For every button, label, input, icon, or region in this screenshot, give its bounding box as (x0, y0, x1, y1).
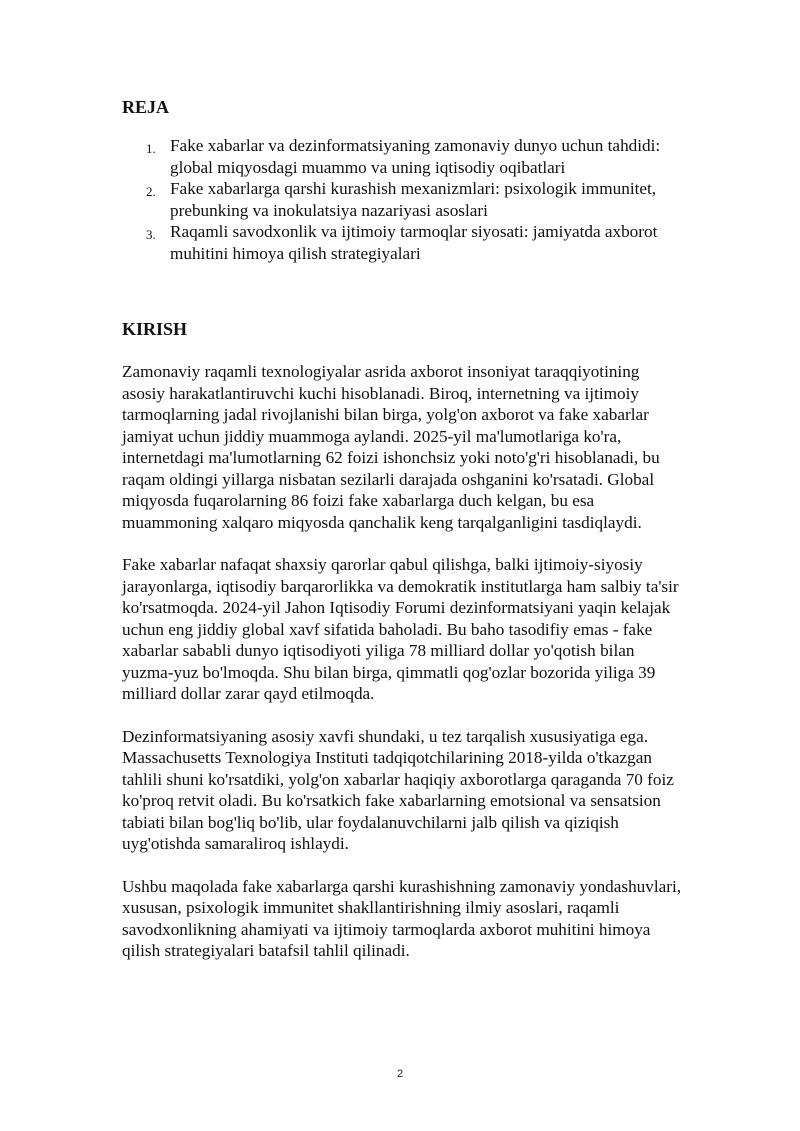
plan-item-number: 3. (146, 227, 156, 242)
plan-item (122, 135, 682, 178)
document-page (122, 95, 682, 962)
plan-list (122, 135, 682, 264)
page-number: 2 (396, 1068, 404, 1080)
intro-paragraph: Fake xabarlar nafaqat shaxsiy qarorlar qabul qilishga, balki ijtimoiy-siyosiy jarayonlarga, iqtisodiy barqarorlikka va demokratik institutlarga ham salbiy ta'sir ko'rsatmoqda. 2024-yil Jahon Iqtisodiy Forumi dezinformatsiyani yaqin kelajak uchun eng jiddiy global xavf sifatida baholadi. Bu baho tasodifiy emas - fake xabarlar sababli dunyo iqtisodiyoti yiliga 78 milliard dollar yo'qotish bilan yuzma-yuz bo'lmoqda. Shu bilan birga, qimmatli qog'ozlar bozorida yiliga 39 milliard dollar zarar qayd etilmoqda. (122, 555, 679, 703)
intro-paragraph: Zamonaviy raqamli texnologiyalar asrida axborot insoniyat taraqqiyotining asosiy harakatlantiruvchi kuchi hisoblanadi. Biroq, internetning va ijtimoiy tarmoqlarning jadal rivojlanishi bilan birga, yolg'on axborot va fake xabarlar jamiyat uchun jiddiy muammoga aylandi. 2025-yil ma'lumotlariga ko'ra, internetdagi ma'lumotlarning 62 foizi ishonchsiz yoki noto'g'ri hisoblanadi, bu raqam oldingi yillarga nisbatan sezilarli darajada oshganini ko'rsatadi. Global miqyosda fuqarolarning 86 foizi fake xabarlarga duch kelgan, bu esa muammoning xalqaro miqyosda qanchalik keng tarqalganligini tasdiqlaydi. (122, 362, 660, 532)
plan-heading: REJA (122, 97, 170, 117)
plan-item-text: Raqamli savodxonlik va ijtimoiy tarmoqlar siyosati: jamiyatda axborot muhitini himoya qilish strategiyalari (170, 222, 658, 263)
plan-item-text: Fake xabarlarga qarshi kurashish mexanizmlari: psixologik immunitet, prebunking va inokulatsiya nazariyasi asoslari (170, 179, 657, 220)
intro-paragraph: Dezinformatsiyaning asosiy xavfi shundaki, u tez tarqalish xususiyatiga ega. Massachusetts Texnologiya Instituti tadqiqotchilarining 2018-yilda o'tkazgan tahlili shuni ko'rsatdiki, yolg'on xabarlar haqiqiy axborotlarga qaraganda 70 foiz ko'proq retvit oladi. Bu ko'rsatkich fake xabarlarning emotsional va sensatsion tabiati bilan bog'liq bo'lib, ular foydalanuvchilarni jalb qilish va qiziqish uyg'otishda samaraliroq ishlaydi. (122, 726, 674, 853)
plan-item-number: 1. (146, 141, 156, 156)
plan-item-number: 2. (146, 184, 156, 199)
intro-heading: KIRISH (122, 319, 188, 339)
intro-paragraph: Ushbu maqolada fake xabarlarga qarshi kurashishning zamonaviy yondashuvlari, xususan, psixologik immunitet shakllantirishning ilmiy asoslari, raqamli savodxonlikning ahamiyati va ijtimoiy tarmoqlarda axborot muhitini himoya qilish strategiyalari batafsil tahlil qilinadi. (122, 876, 682, 960)
plan-item-text: Fake xabarlar va dezinformatsiyaning zamonaviy dunyo uchun tahdidi: global miqyosdagi muammo va uning iqtisodiy oqibatlari (170, 136, 661, 177)
plan-item (122, 221, 682, 264)
plan-item (122, 178, 682, 221)
